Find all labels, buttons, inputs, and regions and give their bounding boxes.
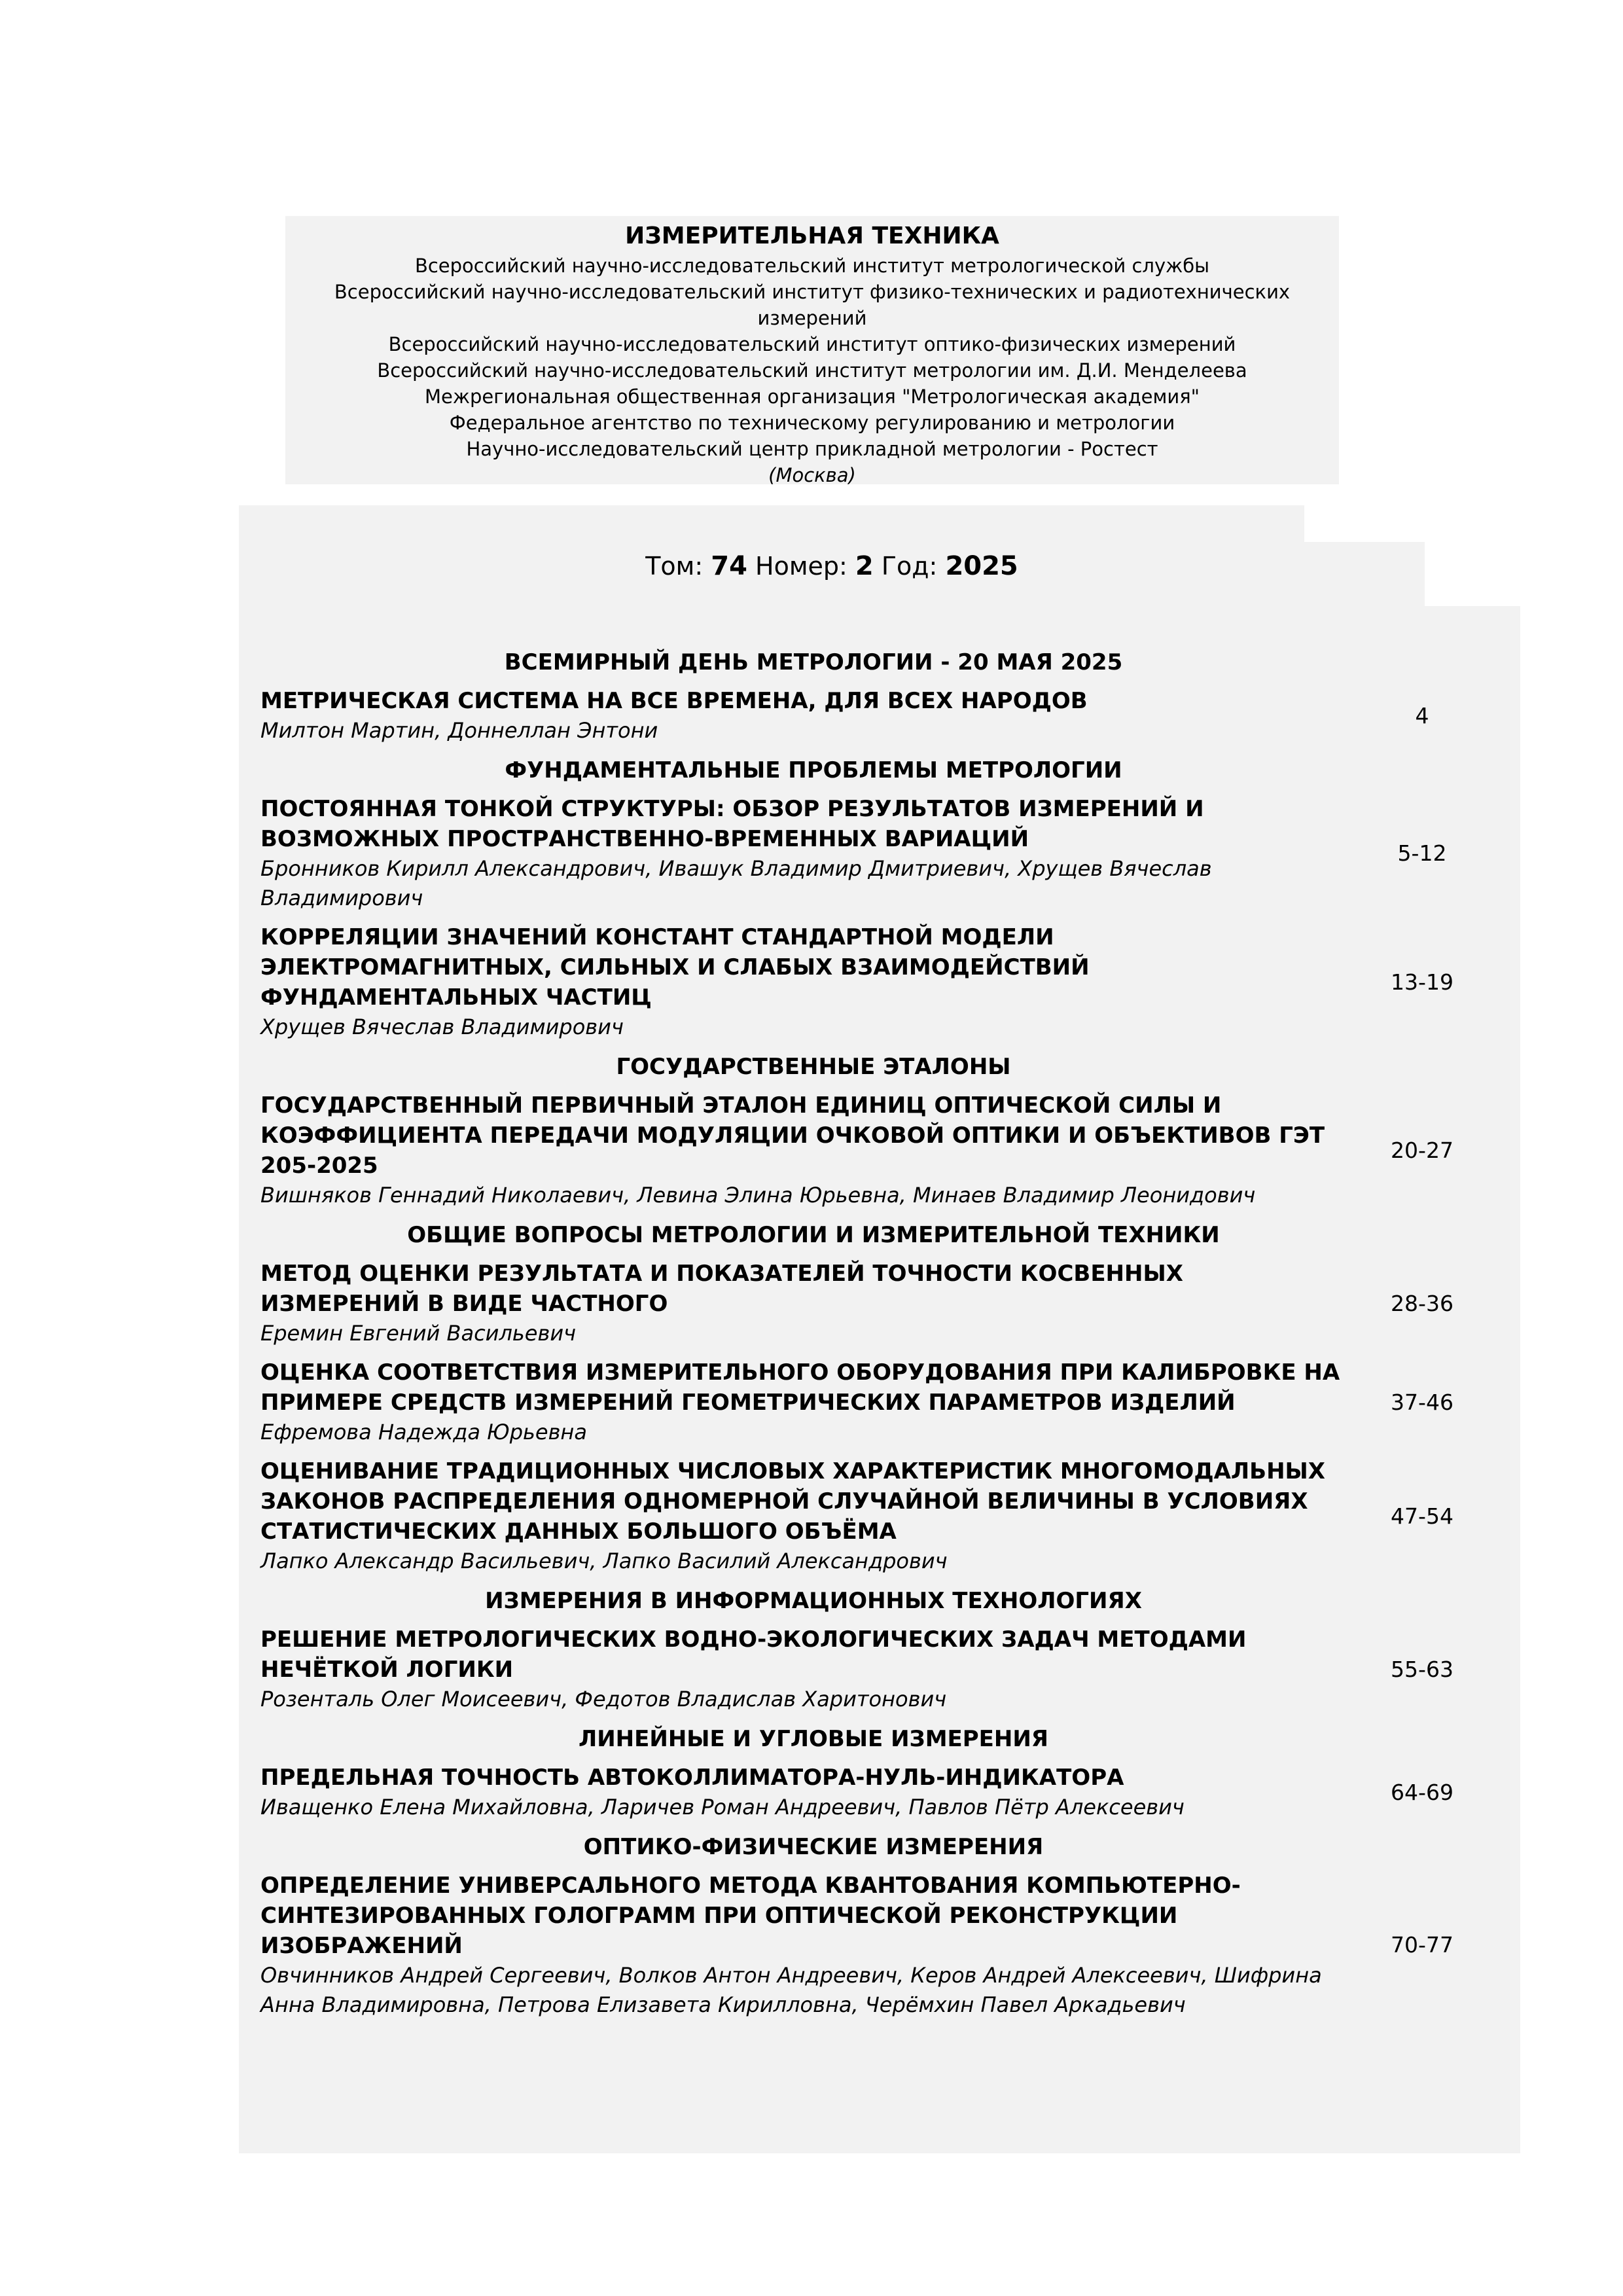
year-value: 2025 — [945, 551, 1018, 581]
article-authors: Лапко Александр Васильевич, Лапко Василий Александрович — [260, 1549, 948, 1573]
article-pages: 20-27 — [1391, 1137, 1454, 1163]
number-value: 2 — [855, 551, 874, 581]
organization-line: Всероссийский научно-исследовательский институт метрологии им. Д.И. Менделеева — [377, 359, 1247, 382]
article-text — [260, 1456, 1340, 1576]
article-entry[interactable] — [260, 1624, 1504, 1714]
article-pages: 55-63 — [1391, 1656, 1454, 1682]
article-pages: 47-54 — [1391, 1503, 1454, 1529]
organization-line: Всероссийский научно-исследовательский институт оптико-физических измерений — [388, 333, 1236, 355]
article-entry[interactable] — [260, 1763, 1504, 1822]
year-label: Год: — [881, 552, 938, 581]
organization-line: Всероссийский научно-исследовательский институт метрологической службы — [414, 255, 1210, 277]
article-title[interactable]: ОЦЕНИВАНИЕ ТРАДИЦИОННЫХ ЧИСЛОВЫХ ХАРАКТЕРИСТИК МНОГОМОДАЛЬНЫХ ЗАКОНОВ РАСПРЕДЕЛЕНИЯ ОДНОМЕРНОЙ СЛУЧАЙНОЙ ВЕЛИЧИНЫ В УСЛОВИЯХ СТАТИСТИЧЕСКИХ ДАННЫХ БОЛЬШОГО ОБЪЁМА — [260, 1458, 1325, 1545]
section-heading: ФУНДАМЕНТАЛЬНЫЕ ПРОБЛЕМЫ МЕТРОЛОГИИ — [505, 757, 1122, 783]
article-title[interactable]: ГОСУДАРСТВЕННЫЙ ПЕРВИЧНЫЙ ЭТАЛОН ЕДИНИЦ ОПТИЧЕСКОЙ СИЛЫ И КОЭФФИЦИЕНТА ПЕРЕДАЧИ МОДУЛЯЦИИ ОЧКОВОЙ ОПТИКИ И ОБЪЕКТИВОВ ГЭТ 205-2025 — [260, 1092, 1325, 1179]
article-authors: Иващенко Елена Михайловна, Ларичев Роман Андреевич, Павлов Пётр Алексеевич — [260, 1795, 1185, 1820]
article-text — [260, 1624, 1340, 1714]
journal-title: ИЗМЕРИТЕЛЬНАЯ ТЕХНИКА — [625, 223, 999, 249]
article-text — [260, 922, 1340, 1042]
article-entry[interactable] — [260, 794, 1504, 913]
journal-header — [285, 216, 1339, 484]
article-entry[interactable] — [260, 1456, 1504, 1576]
section-heading: ЛИНЕЙНЫЕ И УГЛОВЫЕ ИЗМЕРЕНИЯ — [578, 1726, 1048, 1752]
section-heading: ГОСУДАРСТВЕННЫЕ ЭТАЛОНЫ — [616, 1054, 1011, 1080]
organization-line: Межрегиональная общественная организация "Метрологическая академия" — [424, 386, 1200, 408]
article-title[interactable]: РЕШЕНИЕ МЕТРОЛОГИЧЕСКИХ ВОДНО-ЭКОЛОГИЧЕСКИХ ЗАДАЧ МЕТОДАМИ НЕЧЁТКОЙ ЛОГИКИ — [260, 1626, 1247, 1683]
issue-info — [239, 548, 1425, 584]
volume-label: Том: — [645, 552, 704, 581]
article-entry[interactable] — [260, 1357, 1504, 1447]
organization-line: измерений — [757, 307, 867, 329]
article-title[interactable]: ПОСТОЯННАЯ ТОНКОЙ СТРУКТУРЫ: ОБЗОР РЕЗУЛЬТАТОВ ИЗМЕРЕНИЙ И ВОЗМОЖНЫХ ПРОСТРАНСТВЕННО-ВРЕМЕННЫХ ВАРИАЦИЙ — [260, 796, 1204, 852]
article-pages: 70-77 — [1391, 1932, 1454, 1958]
section-heading: ОПТИКО-ФИЗИЧЕСКИЕ ИЗМЕРЕНИЯ — [583, 1834, 1044, 1860]
article-pages: 4 — [1415, 702, 1429, 728]
article-title[interactable]: МЕТРИЧЕСКАЯ СИСТЕМА НА ВСЕ ВРЕМЕНА, ДЛЯ ВСЕХ НАРОДОВ — [260, 688, 1088, 714]
article-text — [260, 1259, 1340, 1348]
number-label: Номер: — [755, 552, 847, 581]
article-pages: 37-46 — [1391, 1389, 1454, 1415]
article-authors: Милтон Мартин, Доннеллан Энтони — [260, 718, 658, 743]
article-text — [260, 1763, 1340, 1822]
article-pages: 64-69 — [1391, 1779, 1454, 1805]
article-title[interactable]: КОРРЕЛЯЦИИ ЗНАЧЕНИЙ КОНСТАНТ СТАНДАРТНОЙ МОДЕЛИ ЭЛЕКТРОМАГНИТНЫХ, СИЛЬНЫХ И СЛАБЫХ ВЗАИМОДЕЙСТВИЙ ФУНДАМЕНТАЛЬНЫХ ЧАСТИЦ — [260, 924, 1090, 1011]
article-authors: Хрущев Вячеслав Владимирович — [260, 1014, 624, 1039]
article-text — [260, 794, 1340, 913]
journal-city: (Москва) — [768, 464, 856, 486]
section-heading: ИЗМЕРЕНИЯ В ИНФОРМАЦИОННЫХ ТЕХНОЛОГИЯХ — [485, 1588, 1142, 1614]
article-authors: Ефремова Надежда Юрьевна — [260, 1420, 587, 1444]
table-of-contents — [260, 647, 1504, 2029]
article-authors: Вишняков Геннадий Николаевич, Левина Элина Юрьевна, Минаев Владимир Леонидович — [260, 1183, 1256, 1208]
article-entry[interactable] — [260, 1259, 1504, 1348]
article-text — [260, 1090, 1340, 1210]
article-text — [260, 686, 1340, 745]
organization-line: Научно-исследовательский центр прикладной метрологии - Ростест — [466, 438, 1158, 460]
volume-value: 74 — [711, 551, 747, 581]
article-title[interactable]: ОЦЕНКА СООТВЕТСТВИЯ ИЗМЕРИТЕЛЬНОГО ОБОРУДОВАНИЯ ПРИ КАЛИБРОВКЕ НА ПРИМЕРЕ СРЕДСТВ ИЗМЕРЕНИЙ ГЕОМЕТРИЧЕСКИХ ПАРАМЕТРОВ ИЗДЕЛИЙ — [260, 1359, 1340, 1416]
article-title[interactable]: ОПРЕДЕЛЕНИЕ УНИВЕРСАЛЬНОГО МЕТОДА КВАНТОВАНИЯ КОМПЬЮТЕРНО-СИНТЕЗИРОВАННЫХ ГОЛОГРАММ ПРИ ОПТИЧЕСКОЙ РЕКОНСТРУКЦИИ ИЗОБРАЖЕНИЙ — [260, 1873, 1241, 1959]
article-authors: Бронников Кирилл Александрович, Ивашук Владимир Дмитриевич, Хрущев Вячеслав Владимирович — [260, 856, 1212, 910]
article-pages: 13-19 — [1391, 969, 1454, 995]
article-title[interactable]: МЕТОД ОЦЕНКИ РЕЗУЛЬТАТА И ПОКАЗАТЕЛЕЙ ТОЧНОСТИ КОСВЕННЫХ ИЗМЕРЕНИЙ В ВИДЕ ЧАСТНОГО — [260, 1261, 1183, 1317]
article-text — [260, 1871, 1340, 2020]
organization-line: Всероссийский научно-исследовательский институт физико-технических и радиотехнических — [334, 281, 1291, 303]
article-title[interactable]: ПРЕДЕЛЬНАЯ ТОЧНОСТЬ АВТОКОЛЛИМАТОРА-НУЛЬ-ИНДИКАТОРА — [260, 1765, 1124, 1791]
section-heading: ОБЩИЕ ВОПРОСЫ МЕТРОЛОГИИ И ИЗМЕРИТЕЛЬНОЙ ТЕХНИКИ — [407, 1222, 1220, 1248]
article-entry[interactable] — [260, 1090, 1504, 1210]
article-pages: 5-12 — [1397, 840, 1447, 866]
article-authors: Овчинников Андрей Сергеевич, Волков Антон Андреевич, Керов Андрей Алексеевич, Шифрина Анна Владимировна, Петрова Елизавета Кирилловна, Черёмхин Павел Аркадьевич — [260, 1963, 1322, 2017]
article-authors: Еремин Евгений Васильевич — [260, 1321, 577, 1346]
article-entry[interactable] — [260, 922, 1504, 1042]
article-authors: Розенталь Олег Моисеевич, Федотов Владислав Харитонович — [260, 1687, 947, 1712]
article-entry[interactable] — [260, 686, 1504, 745]
article-text — [260, 1357, 1340, 1447]
organization-line: Федеральное агентство по техническому регулированию и метрологии — [449, 412, 1175, 434]
article-entry[interactable] — [260, 1871, 1504, 2020]
article-pages: 28-36 — [1391, 1290, 1454, 1316]
section-heading: ВСЕМИРНЫЙ ДЕНЬ МЕТРОЛОГИИ - 20 МАЯ 2025 — [504, 649, 1123, 675]
